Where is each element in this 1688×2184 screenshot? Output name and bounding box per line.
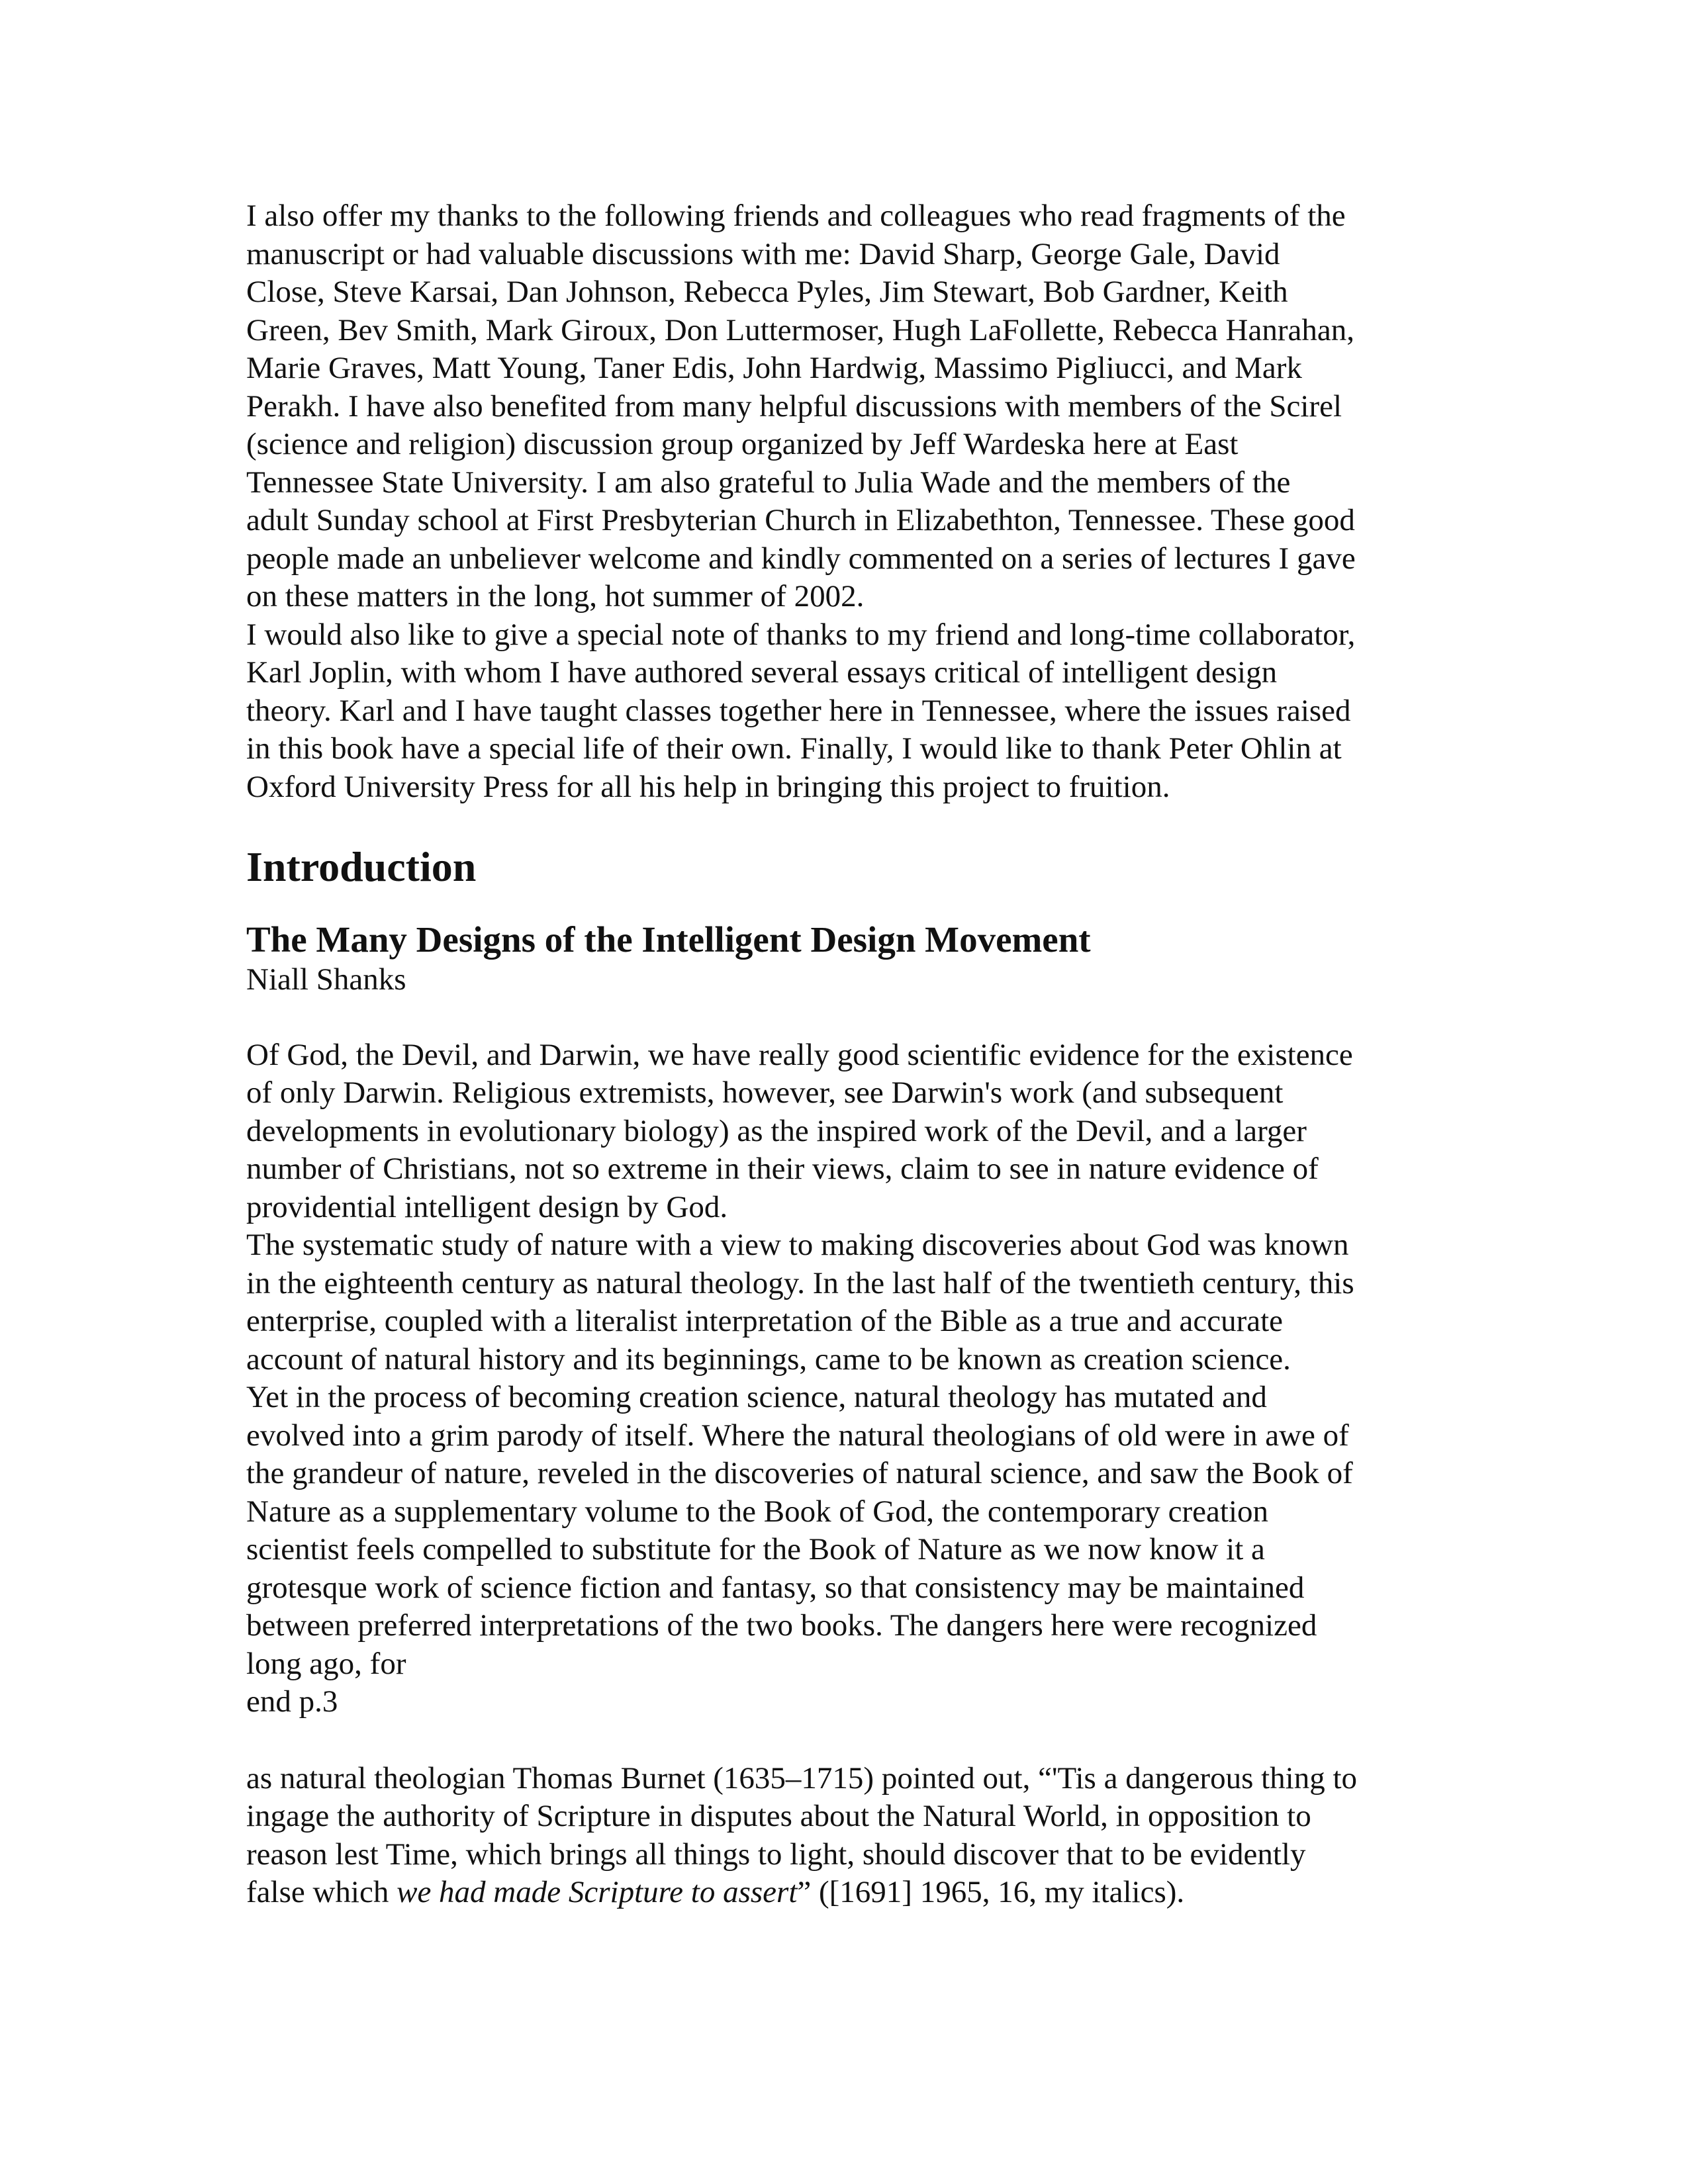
- spacer: [246, 999, 1458, 1036]
- text-line: scientist feels compelled to substitute for the Book of Nature as we now know it a: [246, 1532, 1265, 1567]
- author-name: [246, 961, 1458, 999]
- text-line: (science and religion) discussion group organized by Jeff Wardeska here at East: [246, 427, 1239, 461]
- text-line: grotesque work of science fiction and fantasy, so that consistency may be maintained: [246, 1570, 1305, 1605]
- text-line: the grandeur of nature, reveled in the discoveries of natural science, and saw the Book of: [246, 1456, 1353, 1490]
- text-line: Perakh. I have also benefited from many helpful discussions with members of the Scirel: [246, 388, 1342, 424]
- text-line: account of natural history and its beginnings, came to be known as creation science.: [246, 1342, 1291, 1377]
- page-marker: [246, 1683, 1458, 1721]
- text-line: number of Christians, not so extreme in their views, claim to see in nature evidence of: [246, 1152, 1319, 1186]
- text-line: ingage the authority of Scripture in disputes about the Natural World, in opposition to: [246, 1799, 1311, 1833]
- text-line: adult Sunday school at First Presbyterian Church in Elizabethton, Tennessee. These good: [246, 503, 1355, 537]
- spacer: [246, 893, 1458, 919]
- text-line: The systematic study of nature with a view to making discoveries about God was known: [246, 1228, 1349, 1262]
- text-span: false which: [246, 1875, 397, 1909]
- text-line: in the eighteenth century as natural theology. In the last half of the twentieth century, this: [246, 1265, 1354, 1300]
- text-line: I would also like to give a special note of thanks to my friend and long-time collaborator,: [246, 617, 1356, 652]
- text-line: enterprise, coupled with a literalist interpretation of the Bible as a true and accurate: [246, 1304, 1284, 1338]
- italic-quote: we had made Scripture to assert: [397, 1875, 798, 1909]
- text-line: Green, Bev Smith, Mark Giroux, Don Luttermoser, Hugh LaFollette, Rebecca Hanrahan,: [246, 312, 1354, 347]
- acknowledgments-paragraph-2: [246, 616, 1458, 807]
- text-line: Karl Joplin, with whom I have authored several essays critical of intelligent design: [246, 655, 1278, 690]
- text-line: manuscript or had valuable discussions with me: David Sharp, George Gale, David: [246, 236, 1280, 271]
- text-line: Yet in the process of becoming creation science, natural theology has mutated and: [246, 1380, 1267, 1414]
- text-line-with-italics: [246, 1874, 1458, 1912]
- text-line: Niall Shanks: [246, 962, 406, 997]
- intro-paragraph-2: [246, 1226, 1458, 1379]
- text-line: Marie Graves, Matt Young, Taner Edis, John Hardwig, Massimo Pigliucci, and Mark: [246, 351, 1302, 385]
- text-line: I also offer my thanks to the following friends and colleagues who read fragments of the: [246, 199, 1346, 233]
- chapter-title: The Many Designs of the Intelligent Design Movement: [246, 919, 1091, 960]
- text-line: of only Darwin. Religious extremists, however, see Darwin's work (and subsequent: [246, 1075, 1284, 1110]
- text-line: Close, Steve Karsai, Dan Johnson, Rebecca Pyles, Jim Stewart, Bob Gardner, Keith: [246, 275, 1288, 309]
- text-line: theory. Karl and I have taught classes together here in Tennessee, where the issues raised: [246, 693, 1351, 728]
- text-span: ” ([1691] 1965, 16, my italics).: [797, 1875, 1185, 1909]
- text-line: end p.3: [246, 1684, 338, 1719]
- text-line: as natural theologian Thomas Burnet (1635–1715) pointed out, “'Tis a dangerous thing to: [246, 1760, 1358, 1796]
- acknowledgments-paragraph-1: [246, 197, 1458, 616]
- section-heading: Introduction: [246, 843, 477, 890]
- text-line: in this book have a special life of their own. Finally, I would like to thank Peter Ohlin at: [246, 731, 1342, 766]
- text-line: Tennessee State University. I am also grateful to Julia Wade and the members of the: [246, 465, 1291, 500]
- text-line: Nature as a supplementary volume to the Book of God, the contemporary creation: [246, 1494, 1269, 1529]
- text-line: Oxford University Press for all his help in bringing this project to fruition.: [246, 769, 1170, 804]
- text-line: providential intelligent design by God.: [246, 1189, 728, 1224]
- text-line: long ago, for: [246, 1646, 406, 1681]
- text-line: Of God, the Devil, and Darwin, we have really good scientific evidence for the existence: [246, 1037, 1353, 1072]
- intro-paragraph-3: [246, 1379, 1458, 1683]
- document-page: [246, 197, 1458, 1912]
- text-line: between preferred interpretations of the two books. The dangers here were recognized: [246, 1608, 1317, 1643]
- spacer: [246, 1721, 1458, 1760]
- intro-paragraph-1: [246, 1036, 1458, 1227]
- spacer: [246, 806, 1458, 841]
- text-line: people made an unbeliever welcome and kindly commented on a series of lectures I gave: [246, 541, 1356, 576]
- text-line: reason lest Time, which brings all things to light, should discover that to be evidently: [246, 1837, 1306, 1872]
- text-line: evolved into a grim parody of itself. Where the natural theologians of old were in awe of: [246, 1418, 1349, 1453]
- text-line: developments in evolutionary biology) as the inspired work of the Devil, and a larger: [246, 1113, 1307, 1148]
- continuation-paragraph: [246, 1760, 1458, 1912]
- text-line: on these matters in the long, hot summer of 2002.: [246, 579, 865, 614]
